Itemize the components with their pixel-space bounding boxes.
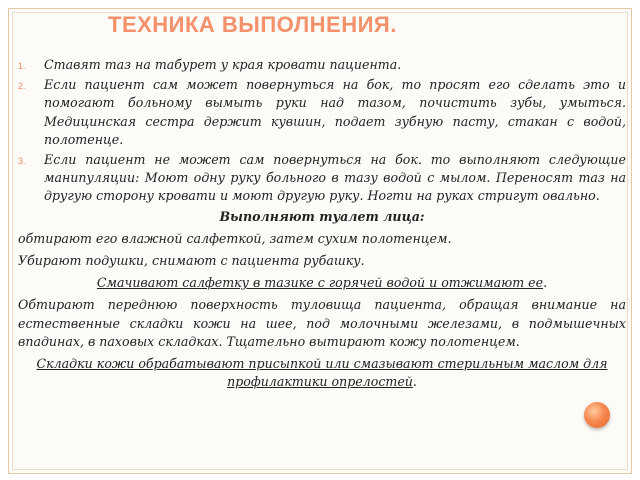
slide-title: ТЕХНИКА ВЫПОЛНЕНИЯ. [108,12,397,37]
list-item [18,56,626,74]
list-item-text: Если пациент сам может повернуться на бок, то просят его сделать это и помогают больному вымыть руки над тазом, почистить зубы, умыться. Медицинская сестра держит кувшин, подает зубную пасту, стакан с водой, полотенце. [44,77,626,147]
list-item-text: Ставят таз на табурет у края кровати пациента. [44,57,402,72]
list-item [18,76,626,149]
underlined-text: Складки кожи обрабатывают присыпкой или смазывают стерильным маслом для профилактики опрелостей [36,356,608,390]
steps-list [18,56,626,206]
paragraph-underlined [18,355,626,391]
paragraph: Обтирают переднюю поверхность туловища пациента, обращая внимание на естественные складки кожи на шее, под молочными железами, в подмышечных впадинах, в паховых складках. Тщательно вытирают кожу полотенцем. [18,297,626,349]
decorative-orb-icon [584,402,610,428]
list-item-text: Если пациент не может сам повернуться на бок. то выполняют следующие манипуляции: Моют одну руку больного в тазу водой с мылом. Переносят таз на другую сторону кровати и моют другую руку. Ногти на руках стригут овально. [44,152,626,204]
paragraph-underlined [18,274,626,292]
paragraph: обтирают его влажной салфеткой, затем сухим полотенцем. [18,230,452,246]
subheading: Выполняют туалет лица: [219,208,425,224]
list-number: 2. [18,81,26,92]
list-number: 3. [18,156,26,167]
list-number: 1. [18,61,26,71]
paragraph: Убирают подушки, снимают с пациента рубашку. [18,253,365,269]
underlined-text: Смачивают салфетку в тазике с горячей водой и отжимают ее [96,275,544,291]
slide-body [18,56,626,395]
period: . [543,275,548,291]
period: . [412,374,417,390]
list-item [18,151,626,206]
